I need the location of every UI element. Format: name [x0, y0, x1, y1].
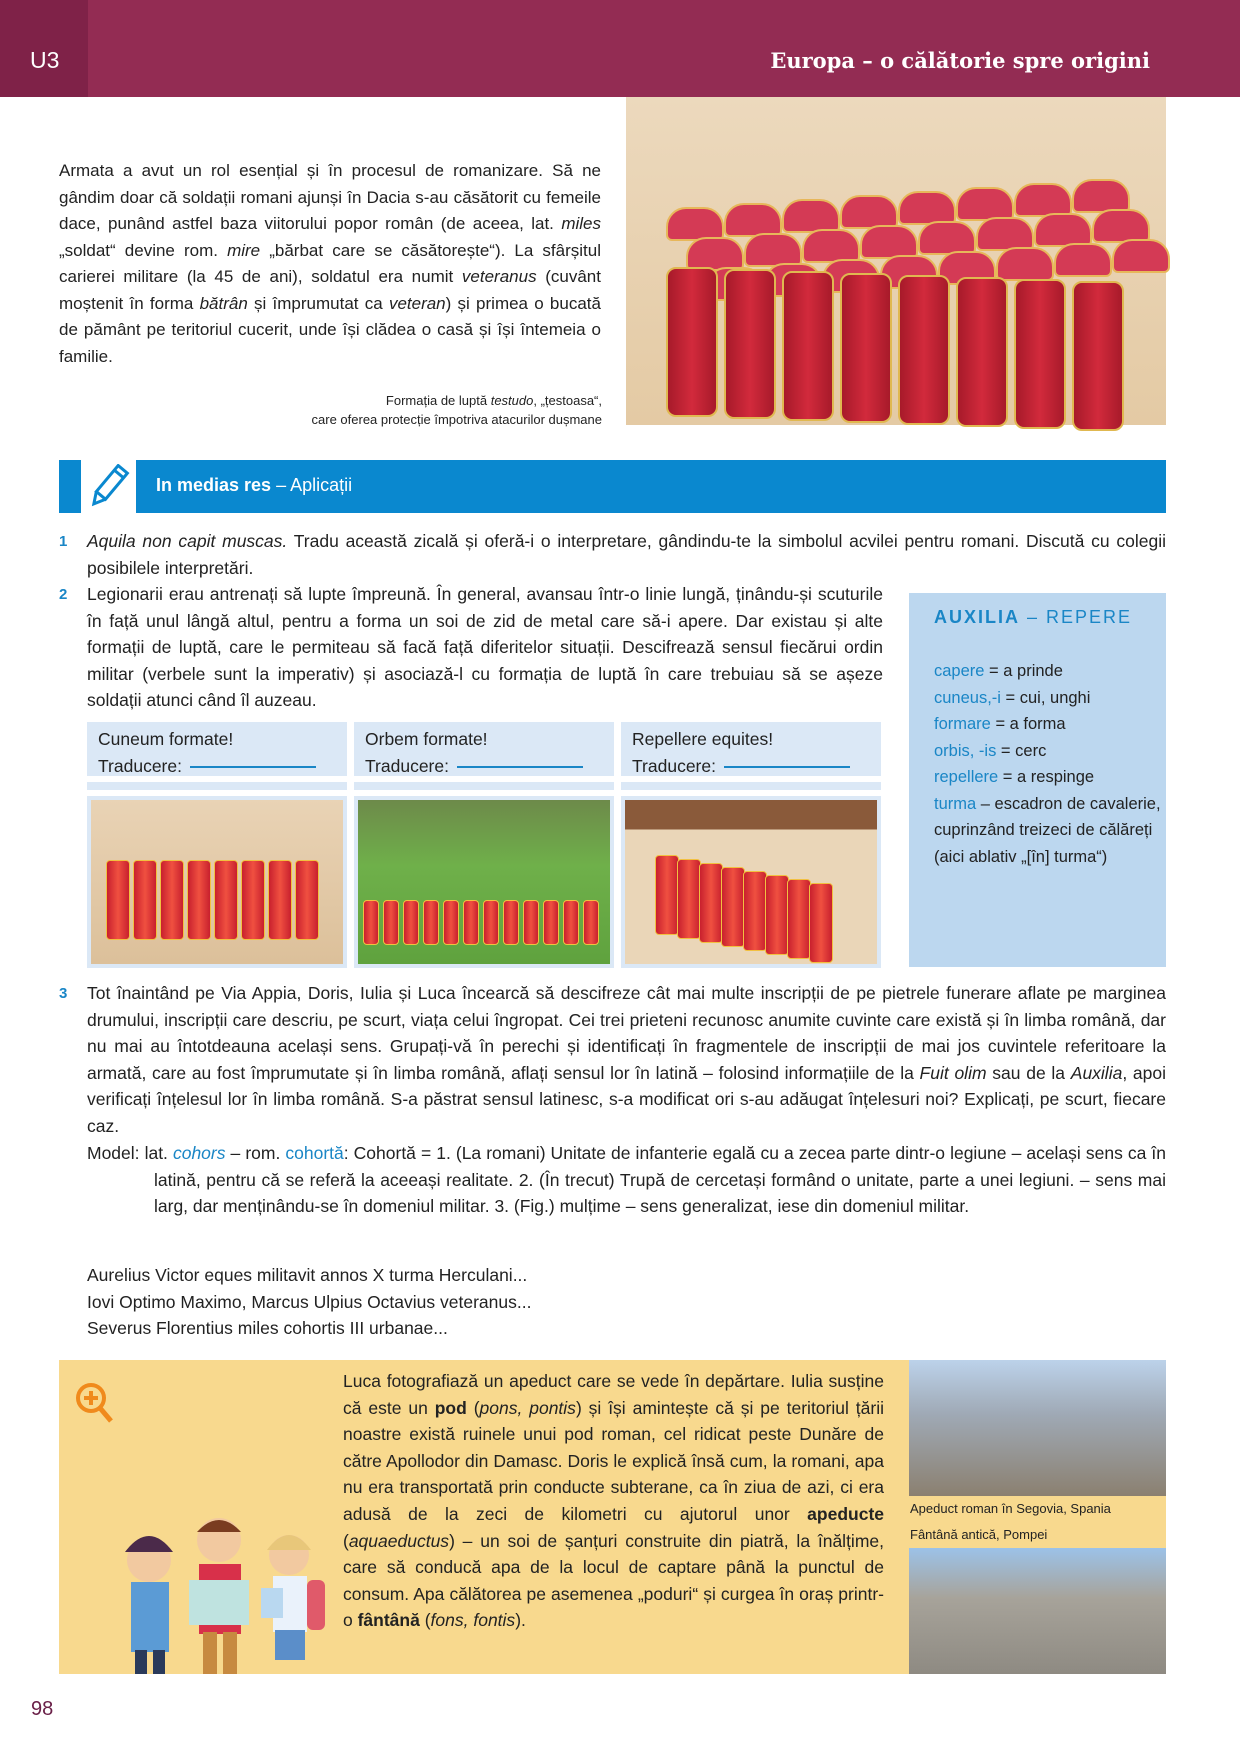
shield-roof: [1072, 179, 1130, 213]
order-text: Orbem formate!: [365, 729, 488, 749]
exercise-3-text: [87, 980, 1166, 1140]
shield-mark: [743, 871, 767, 951]
section-banner: [59, 460, 1166, 513]
translation-input[interactable]: [190, 766, 316, 768]
intro-paragraph: [59, 158, 601, 370]
text-segment: Aquila non capit muscas.: [87, 531, 288, 551]
shield-roof: [1014, 183, 1072, 217]
latin-inscriptions: [87, 1262, 531, 1342]
shield-mark: [187, 860, 211, 940]
text-segment: cohors: [172, 1143, 226, 1163]
caption-text: Formația de luptă: [385, 393, 491, 408]
glossary-term: repellere: [934, 768, 999, 786]
shield-roof: [802, 229, 860, 263]
text-segment: , apoi verificați înțelesul lor în limba română. S-a păstrat sensul latinesc, s-a modificat ori s-au adăugat înțelesuri noi? Explicați, pe scurt, fiecare caz.: [87, 1062, 1167, 1136]
shield-roof: [724, 203, 782, 237]
spacer-row: [87, 782, 347, 790]
glossary-definition: = a forma: [990, 715, 1066, 733]
shield-mark: [106, 860, 130, 940]
text-segment: fons, fontis: [430, 1610, 516, 1631]
shield-roof: [976, 217, 1034, 251]
shield-mark: [787, 879, 811, 959]
shield-mark: [721, 867, 745, 947]
shield-mark: [483, 900, 499, 945]
glossary-definition: – escadron de cavalerie, cuprinzând treizeci de călăreți (aici ablativ „[în] turma“): [934, 794, 1161, 866]
shield-mark: [543, 900, 559, 945]
inscription: Aurelius Victor eques militavit annos X turma Herculani...: [87, 1265, 528, 1285]
segovia-aqueduct-photo: [909, 1360, 1166, 1496]
shield-roof: [1054, 243, 1112, 277]
order-text: Repellere equites!: [632, 729, 774, 749]
text-segment: apeducte: [807, 1503, 884, 1524]
text-segment: miles: [561, 214, 601, 233]
text-segment: (cuvânt moștenit în forma: [59, 267, 601, 313]
shield-mark: [443, 900, 459, 945]
translation-label: Traducere:: [632, 756, 716, 776]
caption-text: care oferea protecție împotriva atacurilor dușmane: [311, 412, 602, 427]
exercise-2-text: [87, 581, 883, 714]
text-segment: și împrumutat ca: [247, 293, 389, 313]
text-segment: bătrân: [199, 293, 248, 313]
auxilia-box: [909, 593, 1166, 967]
shield: [1072, 281, 1124, 431]
text-segment: ) – un soi de șanțuri construite din piatră, la înălțime, care să conducă apa de la locul de captare până la punctul de consum. Apa călătorea pe asemenea „poduri“ și curgea în oraș printr-o: [343, 1530, 884, 1631]
caption-text: testudo: [490, 393, 534, 408]
glossary-entry: [934, 685, 1166, 712]
spacer-row: [621, 782, 881, 790]
text-segment: Luca fotografiază un apeduct care se vede în depărtare. Iulia susține că este un: [343, 1371, 884, 1418]
shield-roof: [666, 207, 724, 241]
glossary-term: capere: [934, 662, 985, 680]
auxilia-heading: [934, 607, 1166, 628]
shield-mark: [423, 900, 439, 945]
formation-photo: [358, 800, 610, 964]
text-segment: aquaeductus: [348, 1530, 450, 1551]
shield-roof: [918, 221, 976, 255]
text-segment: veteran: [388, 293, 446, 313]
text-segment: Tradu această zicală și oferă-i o interpretare, gândindu-te la simbolul acvilei pentru romani. Discută cu colegii posibilele interpretări.: [87, 531, 1166, 578]
shield: [840, 273, 892, 423]
spacer-row: [354, 782, 614, 790]
shield-mark: [523, 900, 539, 945]
banner-strip: [59, 460, 81, 513]
order-cell: [354, 722, 614, 776]
shield-mark: [583, 900, 599, 945]
formation-photo: [91, 800, 343, 964]
shield-roof: [840, 195, 898, 229]
shield-mark: [160, 860, 184, 940]
shield: [782, 271, 834, 421]
banner-title: [136, 460, 1166, 513]
shield-roof: [782, 199, 840, 233]
shield-mark: [383, 900, 399, 945]
exercise-1-text: [87, 528, 1166, 581]
inscription: Iovi Optimo Maximo, Marcus Ulpius Octavius veteranus...: [87, 1291, 532, 1312]
pompeii-fountain-photo: [909, 1548, 1166, 1674]
translation-label: Traducere:: [365, 756, 449, 776]
shield-roof: [744, 233, 802, 267]
unit-label: U3: [0, 0, 88, 97]
text-segment: ).: [515, 1610, 526, 1631]
glossary-entry: [934, 711, 1166, 738]
text-segment: (: [343, 1530, 349, 1551]
translation-input[interactable]: [457, 766, 583, 768]
glossary-entry: [934, 738, 1166, 765]
formation-photo-cell: [87, 796, 347, 968]
text-segment: Model: lat.: [87, 1143, 173, 1163]
shield-roof: [1034, 213, 1092, 247]
shield-mark: [295, 860, 319, 940]
pompeii-caption: Fântână antică, Pompei: [909, 1522, 1166, 1548]
translation-label: Traducere:: [98, 756, 182, 776]
shield-mark: [268, 860, 292, 940]
auxilia-title: AUXILIA: [934, 607, 1020, 627]
glossary-definition: = cerc: [996, 741, 1047, 760]
exercise-number: 3: [59, 985, 68, 1002]
text-segment: Auxilia: [1070, 1062, 1123, 1083]
shield-mark: [214, 860, 238, 940]
formation-photo: [625, 800, 877, 964]
banner-rest: – Aplicații: [271, 475, 353, 495]
shield-mark: [809, 883, 833, 963]
shield-roof: [996, 247, 1054, 281]
glossary-term: turma: [934, 794, 977, 813]
shield-roof: [1092, 209, 1150, 243]
text-segment: ) și primea o bucată de pământ pe teritoriul cucerit, unde își clădea o casă și își întemeia o familie.: [59, 293, 601, 366]
magnifier-plus-icon: [75, 1382, 115, 1426]
exercise-number: 2: [59, 586, 68, 603]
shield-mark: [677, 859, 701, 939]
shield-mark: [363, 900, 379, 945]
text-segment: cohortă: [285, 1143, 344, 1163]
text-segment: Tot înaintând pe Via Appia, Doris, Iulia și Luca încearcă să descifreze cât mai multe inscripții de pe pietrele funerare aflate pe marginea drumului, inscripții care descriu, pe scurt, viața celui îngropat. Cei trei prieteni recunosc anumite cuvinte care există și în limba română, dar nu mai au întotdeauna același sens. Grupați-vă în perechi și identificați în fragmentele de inscripții de mai jos cuvintele referitoare la armată, care au fost împrumutate și în limba română, aflați sensul lor în latină – folosind informațiile de la: [87, 983, 1166, 1083]
caption-text: , „țestoasa“,: [533, 393, 602, 408]
focus-text: [343, 1368, 884, 1634]
shield-roof: [1112, 239, 1170, 273]
shield-mark: [403, 900, 419, 945]
glossary-entry: [934, 791, 1166, 871]
text-segment: sau de la: [986, 1062, 1071, 1083]
shield-mark: [699, 863, 723, 943]
model-answer: [87, 1140, 1166, 1220]
glossary-entry: [934, 658, 1166, 685]
text-segment: „soldat“ devine rom.: [59, 240, 228, 260]
formation-photo-cell: [621, 796, 881, 968]
text-segment: pons, pontis: [479, 1397, 576, 1418]
shield-roof: [686, 237, 744, 271]
orders-table: [87, 722, 881, 968]
travelers-illustration: [99, 1500, 359, 1674]
glossary-term: cuneus,-i: [934, 688, 1001, 707]
text-segment: pod: [434, 1397, 467, 1418]
formation-photo-cell: [354, 796, 614, 968]
text-segment: „bărbat care se căsătorește“). La sfârșitul carierei militare (la 45 de ani), soldatul era numit: [59, 240, 602, 286]
text-segment: veteranus: [461, 267, 537, 286]
glossary-entry: [934, 764, 1166, 791]
text-segment: Legionarii erau antrenați să lupte împreună. În general, avansau într-o linie lungă, ținându-și scuturile în față unul lângă altul, pentru a forma un soi de zid de metal care să-i apere. Dar existau și alte formații de luptă, care le permiteau să facă față diferitelor situații. Descifrează sensul fiecărui ordin militar (verbele sunt la imperativ) și asociază-l cu formația de luptă în care trebuiau să se așeze soldații atunci când îl auzeau.: [87, 584, 883, 711]
shield-mark: [655, 855, 679, 935]
text-segment: Armata a avut un rol esențial și în procesul de romanizare. Să ne gândim doar că soldații romani ajunși în Dacia s-au căsătorit cu femeile dace, punând astfel baza viitorului popor român (de aceea, lat.: [59, 161, 601, 233]
text-segment: – rom.: [225, 1143, 286, 1163]
text-segment: mire: [227, 240, 261, 260]
translation-input[interactable]: [724, 766, 850, 768]
text-segment: fântână: [357, 1610, 420, 1631]
glossary-definition: = a prinde: [984, 662, 1063, 680]
text-segment: (: [466, 1397, 480, 1418]
shield-mark: [133, 860, 157, 940]
glossary-term: formare: [934, 715, 991, 733]
shield: [1014, 279, 1066, 429]
shield: [666, 267, 718, 417]
segovia-caption: Apeduct roman în Segovia, Spania: [909, 1496, 1166, 1522]
shield-mark: [463, 900, 479, 945]
text-segment: : Cohortă = 1. (La romani) Unitate de infanterie egală cu a zecea parte dintr-o legiune – același sens ca în latină, pentru că se referă la aceeași realitate. 2. (În trecut) Trupă de cercetași formând o unitate, parte a unei legiuni. – sens mai larg, dar menținându-se în domeniul militar. 3. (Fig.) mulțime – sens generalizat, iese din domeniul militar.: [154, 1143, 1166, 1217]
text-segment: Fuit olim: [919, 1062, 987, 1083]
shield-roof: [860, 225, 918, 259]
exercise-number: 1: [59, 533, 68, 550]
shield-roof: [898, 191, 956, 225]
text-segment: (: [419, 1610, 431, 1631]
shield-mark: [241, 860, 265, 940]
testudo-photo: [626, 97, 1166, 425]
auxilia-subtitle: – REPERE: [1020, 607, 1133, 627]
glossary-definition: = a respinge: [998, 768, 1095, 786]
inscription: Severus Florentius miles cohortis III urbanae...: [87, 1318, 448, 1339]
order-cell: [621, 722, 881, 776]
pencil-icon: [83, 464, 133, 510]
shield: [724, 269, 776, 419]
glossary-definition: = cui, unghi: [1000, 688, 1091, 707]
shield-mark: [503, 900, 519, 945]
order-cell: [87, 722, 347, 776]
shield-roof: [956, 187, 1014, 221]
chapter-title: Europa – o călătorie spre origini: [770, 48, 1150, 73]
text-segment: ) și își amintește că și pe teritoriul țării noastre există ruinele unui pod roman, cel ridicat peste Dunăre de către Apollodor din Damasc. Doris le explică însă cum, la romani, apa nu era transportată prin conducte subterane, ca în ziua de azi, ci era adusă de la zeci de kilometri cu ajutorul unor: [343, 1397, 884, 1524]
shield-mark: [563, 900, 579, 945]
photo-caption: [230, 391, 602, 429]
page-number: 98: [31, 1698, 54, 1720]
shield: [956, 277, 1008, 427]
glossary-term: orbis, -is: [934, 741, 997, 760]
banner-bold: In medias res: [156, 475, 272, 495]
shield: [898, 275, 950, 425]
order-text: Cuneum formate!: [98, 729, 234, 749]
shield-mark: [765, 875, 789, 955]
